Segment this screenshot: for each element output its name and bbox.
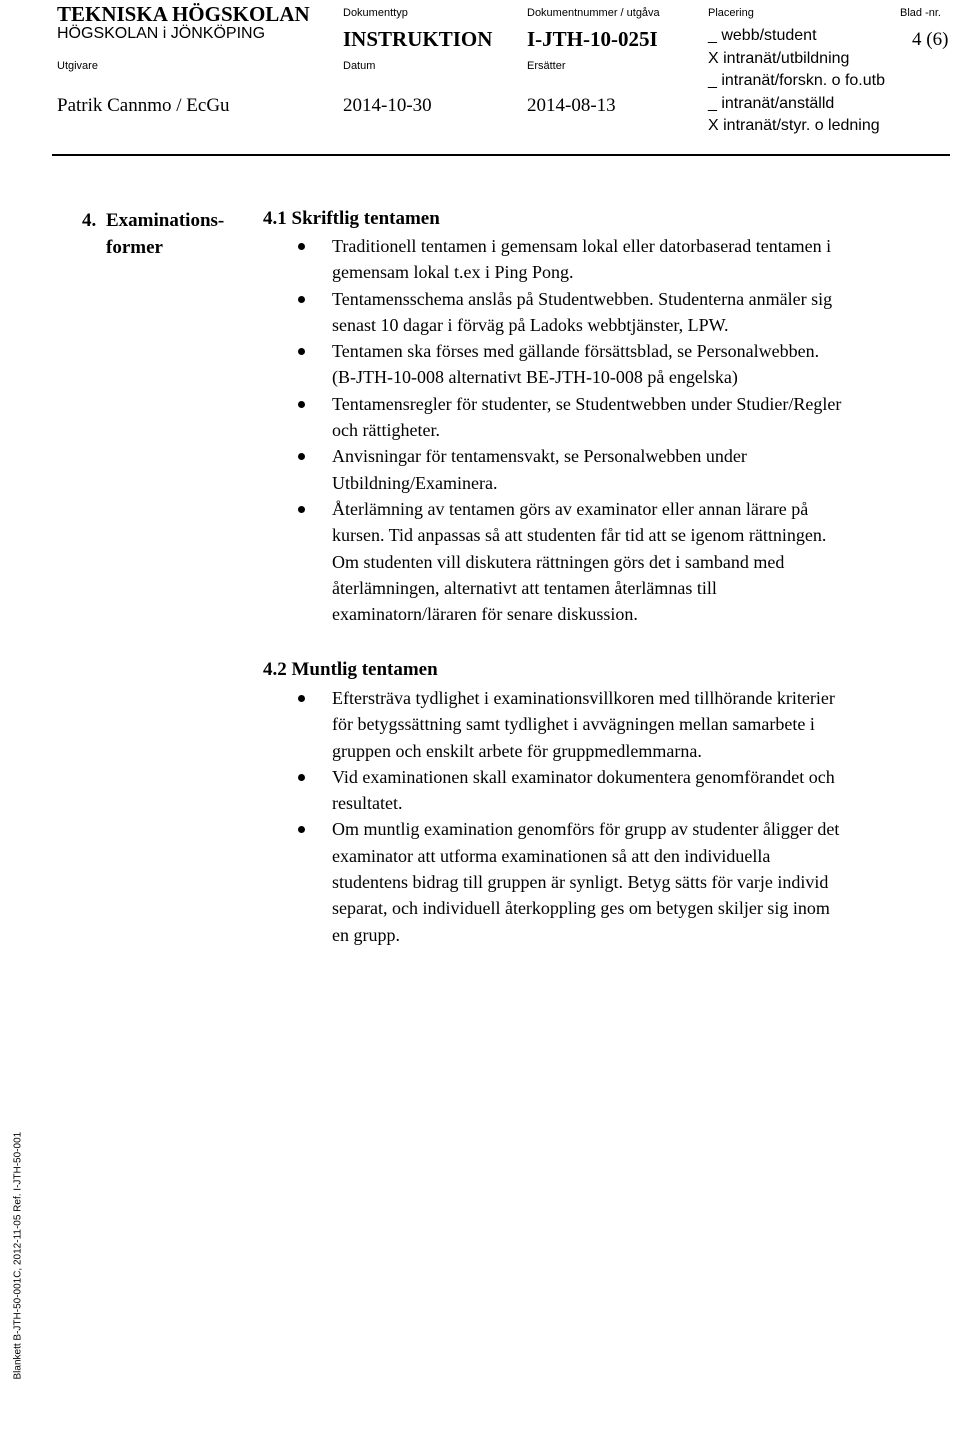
bullet-icon <box>298 506 305 513</box>
org-name: TEKNISKA HÖGSKOLAN <box>57 2 310 26</box>
bullet-list <box>263 685 958 948</box>
replaces-value: 2014-08-13 <box>527 95 616 116</box>
subsection-number: 4.1 <box>263 208 287 229</box>
section-title-line1: Examinations- <box>106 210 225 231</box>
doctype-value: INSTRUKTION <box>343 27 493 51</box>
placement-line: _ intranät/forskn. o fo.utb <box>708 72 885 89</box>
bullet-icon <box>298 774 305 781</box>
list-item: Vid examinationen skall examinator dokumentera genomförandet och resultatet. <box>263 764 958 817</box>
placement-line: _ webb/student <box>708 27 817 44</box>
bullet-icon <box>298 348 305 355</box>
bullet-list <box>263 233 958 627</box>
list-item: Tentamensregler för studenter, se Studentwebben under Studier/Regler och rättigheter. <box>263 391 958 444</box>
page-number-value: 4 (6) <box>912 29 949 50</box>
list-item: Eftersträva tydlighet i examinationsvillkoren med tillhörande kriterier för betygssättning samt tydlighet i avvägningen mellan samarbete i gruppen och enskilt arbete för gruppmedlemmarna. <box>263 685 958 764</box>
list-item: Anvisningar för tentamensvakt, se Personalwebben under Utbildning/Examinera. <box>263 443 958 496</box>
date-value: 2014-10-30 <box>343 95 432 116</box>
subsection-number: 4.2 <box>263 659 287 680</box>
form-reference-text: Blankett B-JTH-50-001C, 2012-11-05 Ref. I-JTH-50-001 <box>12 1131 24 1380</box>
placement-line: X intranät/styr. o ledning <box>708 117 880 134</box>
bullet-icon <box>298 453 305 460</box>
publisher-value: Patrik Cannmo / EcGu <box>57 95 230 116</box>
section-number: 4. <box>82 210 97 231</box>
placement-line: X intranät/utbildning <box>708 49 850 67</box>
subsection-heading <box>263 206 440 232</box>
list-item: Traditionell tentamen i gemensam lokal eller datorbaserad tentamen i gemensam lokal t.ex i Ping Pong. <box>263 233 958 286</box>
list-item: Om muntlig examination genomförs för grupp av studenter åligger det examinator att utforma examinationen så att den individuella studentens bidrag till gruppen är synligt. Betyg sätts för varje individ separat, och individuell återkoppling ges om betygen skiljer sig inom en grupp. <box>263 816 958 947</box>
org-subname: HÖGSKOLAN i JÖNKÖPING <box>57 25 266 42</box>
replaces-label: Ersätter <box>527 60 566 72</box>
bullet-icon <box>298 695 305 702</box>
header-divider <box>52 154 950 156</box>
page-number-label: Blad -nr. <box>900 7 941 19</box>
docnum-label: Dokumentnummer / utgåva <box>527 7 660 19</box>
placement-label: Placering <box>708 7 754 19</box>
bullet-icon <box>298 296 305 303</box>
section-title-line2: former <box>106 237 163 258</box>
list-item: Tentamen ska förses med gällande försättsblad, se Personalwebben. (B-JTH-10-008 alternativt BE-JTH-10-008 på engelska) <box>263 338 958 391</box>
placement-line: _ intranät/anställd <box>708 94 835 112</box>
list-item: Tentamensschema anslås på Studentwebben. Studenterna anmäler sig senast 10 dagar i förväg på Ladoks webbtjänster, LPW. <box>263 286 958 339</box>
subsection-title: Muntlig tentamen <box>291 659 438 680</box>
bullet-icon <box>298 401 305 408</box>
bullet-icon <box>298 826 305 833</box>
section-heading <box>82 207 224 261</box>
bullet-icon <box>298 243 305 250</box>
placement-list <box>708 25 885 138</box>
docnum-value: I-JTH-10-025I <box>527 27 658 51</box>
subsection-title: Skriftlig tentamen <box>291 208 440 229</box>
doctype-label: Dokumenttyp <box>343 7 408 19</box>
publisher-label: Utgivare <box>57 60 98 72</box>
list-item: Återlämning av tentamen görs av examinator eller annan lärare på kursen. Tid anpassas så att studenten får tid att se igenom rättningen. Om studenten vill diskutera rättningen görs det i samband med återlämningen, alternativt att tentamen återlämnas till examinatorn/läraren för senare diskussion. <box>263 496 958 627</box>
date-label: Datum <box>343 60 376 72</box>
subsection-heading <box>263 657 438 683</box>
